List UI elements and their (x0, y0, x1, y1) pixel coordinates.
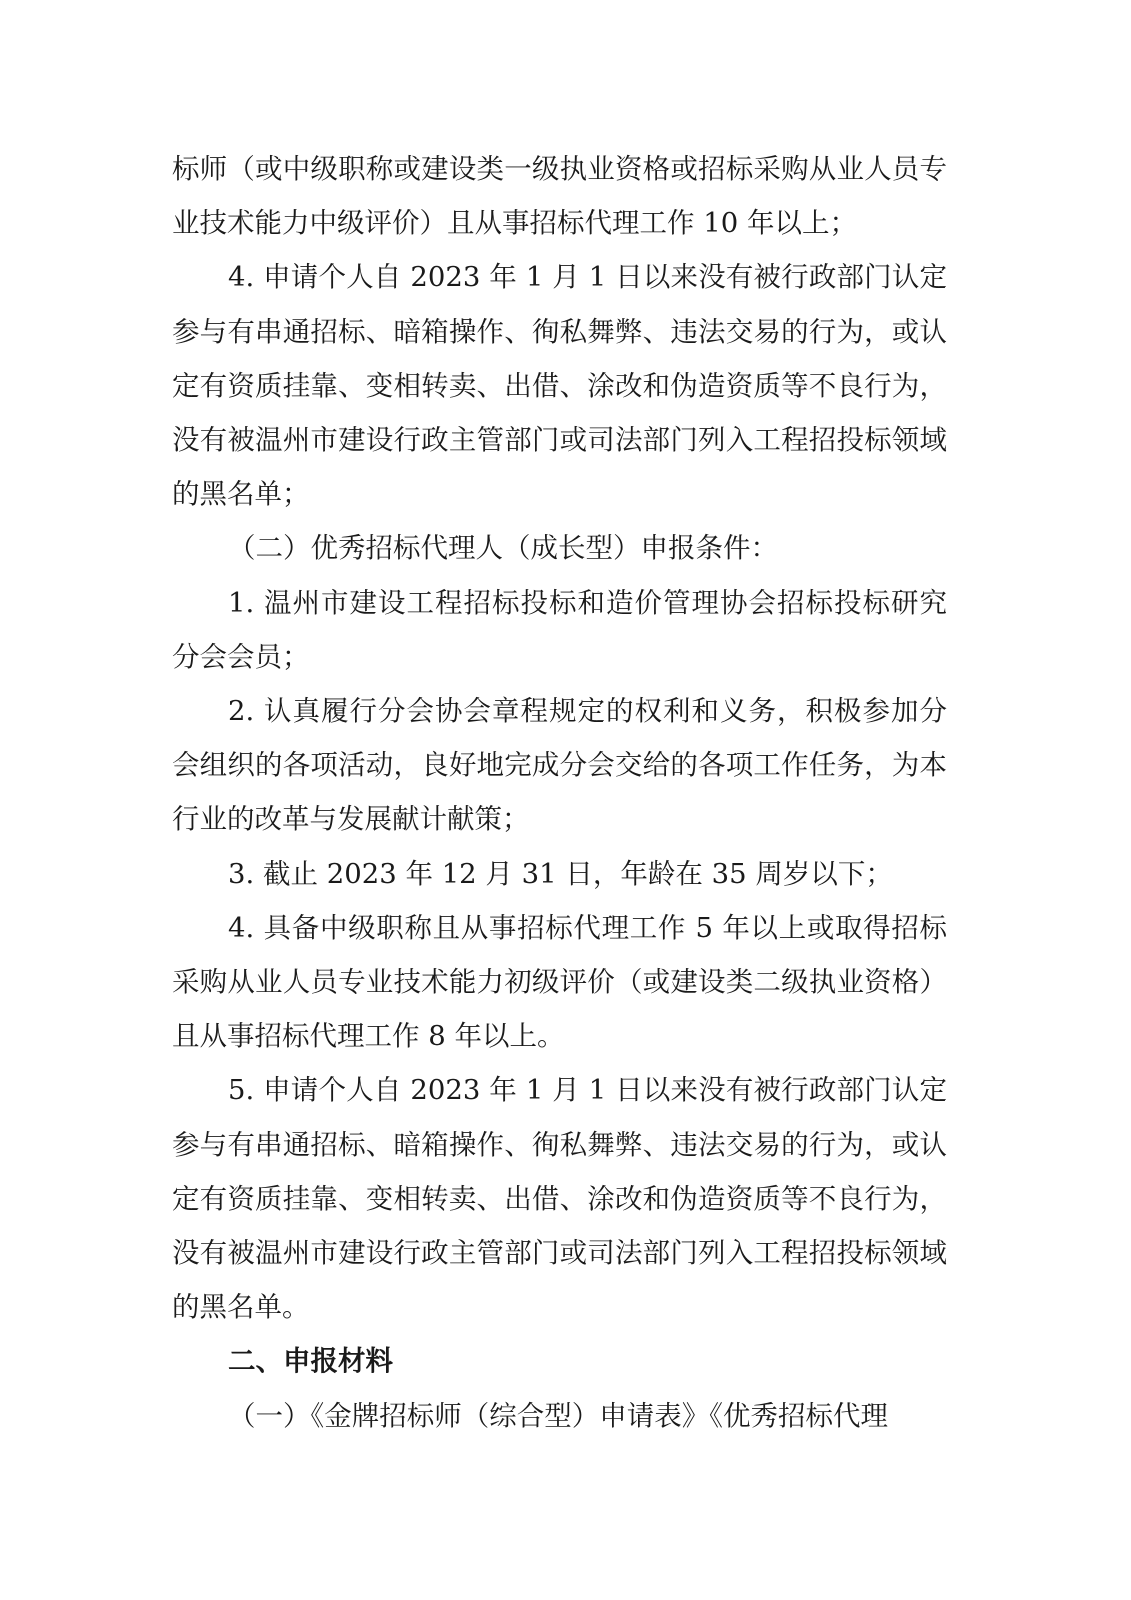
paragraph-item-1-membership: 1. 温州市建设工程招标投标和造价管理协会招标投标研究分会会员； (172, 586, 947, 673)
paragraph-item-4-blacklist: 4. 申请个人自 2023 年 1 月 1 日以来没有被行政部门认定参与有串通招标、暗箱操作、徇私舞弊、违法交易的行为，或认定有资质挂靠、变相转卖、出借、涂改和伪造资质等不良行为，没有被温州市建设行政主管部门或司法部门列入工程招投标领域的黑名单； (172, 261, 947, 511)
document-page (172, 142, 947, 1443)
paragraph-item-3-age: 3. 截止 2023 年 12 月 31 日，年龄在 35 周岁以下； (228, 857, 893, 890)
paragraph-materials-1: （一）《金牌招标师（综合型）申请表》《优秀招标代理 (228, 1399, 888, 1432)
paragraph-item-2-obligations: 2. 认真履行分会协会章程规定的权利和义务，积极参加分会组织的各项活动，良好地完成分会交给的各项工作任务，为本行业的改革与发展献计献策； (172, 695, 947, 836)
paragraph-continuation: 标师（或中级职称或建设类一级执业资格或招标采购从业人员专业技术能力中级评价）且从事招标代理工作 10 年以上； (172, 153, 947, 240)
section-heading: 二、申报材料 (228, 1345, 393, 1378)
paragraph-item-4-qualification: 4. 具备中级职称且从事招标代理工作 5 年以上或取得招标采购从业人员专业技术能力初级评价（或建设类二级执业资格）且从事招标代理工作 8 年以上。 (172, 911, 947, 1053)
paragraph-section-growth-type: （二）优秀招标代理人（成长型）申报条件： (228, 532, 778, 565)
paragraph-item-5-blacklist: 5. 申请个人自 2023 年 1 月 1 日以来没有被行政部门认定参与有串通招标、暗箱操作、徇私舞弊、违法交易的行为，或认定有资质挂靠、变相转卖、出借、涂改和伪造资质等不良行为，没有被温州市建设行政主管部门或司法部门列入工程招投标领域的黑名单。 (172, 1074, 947, 1324)
